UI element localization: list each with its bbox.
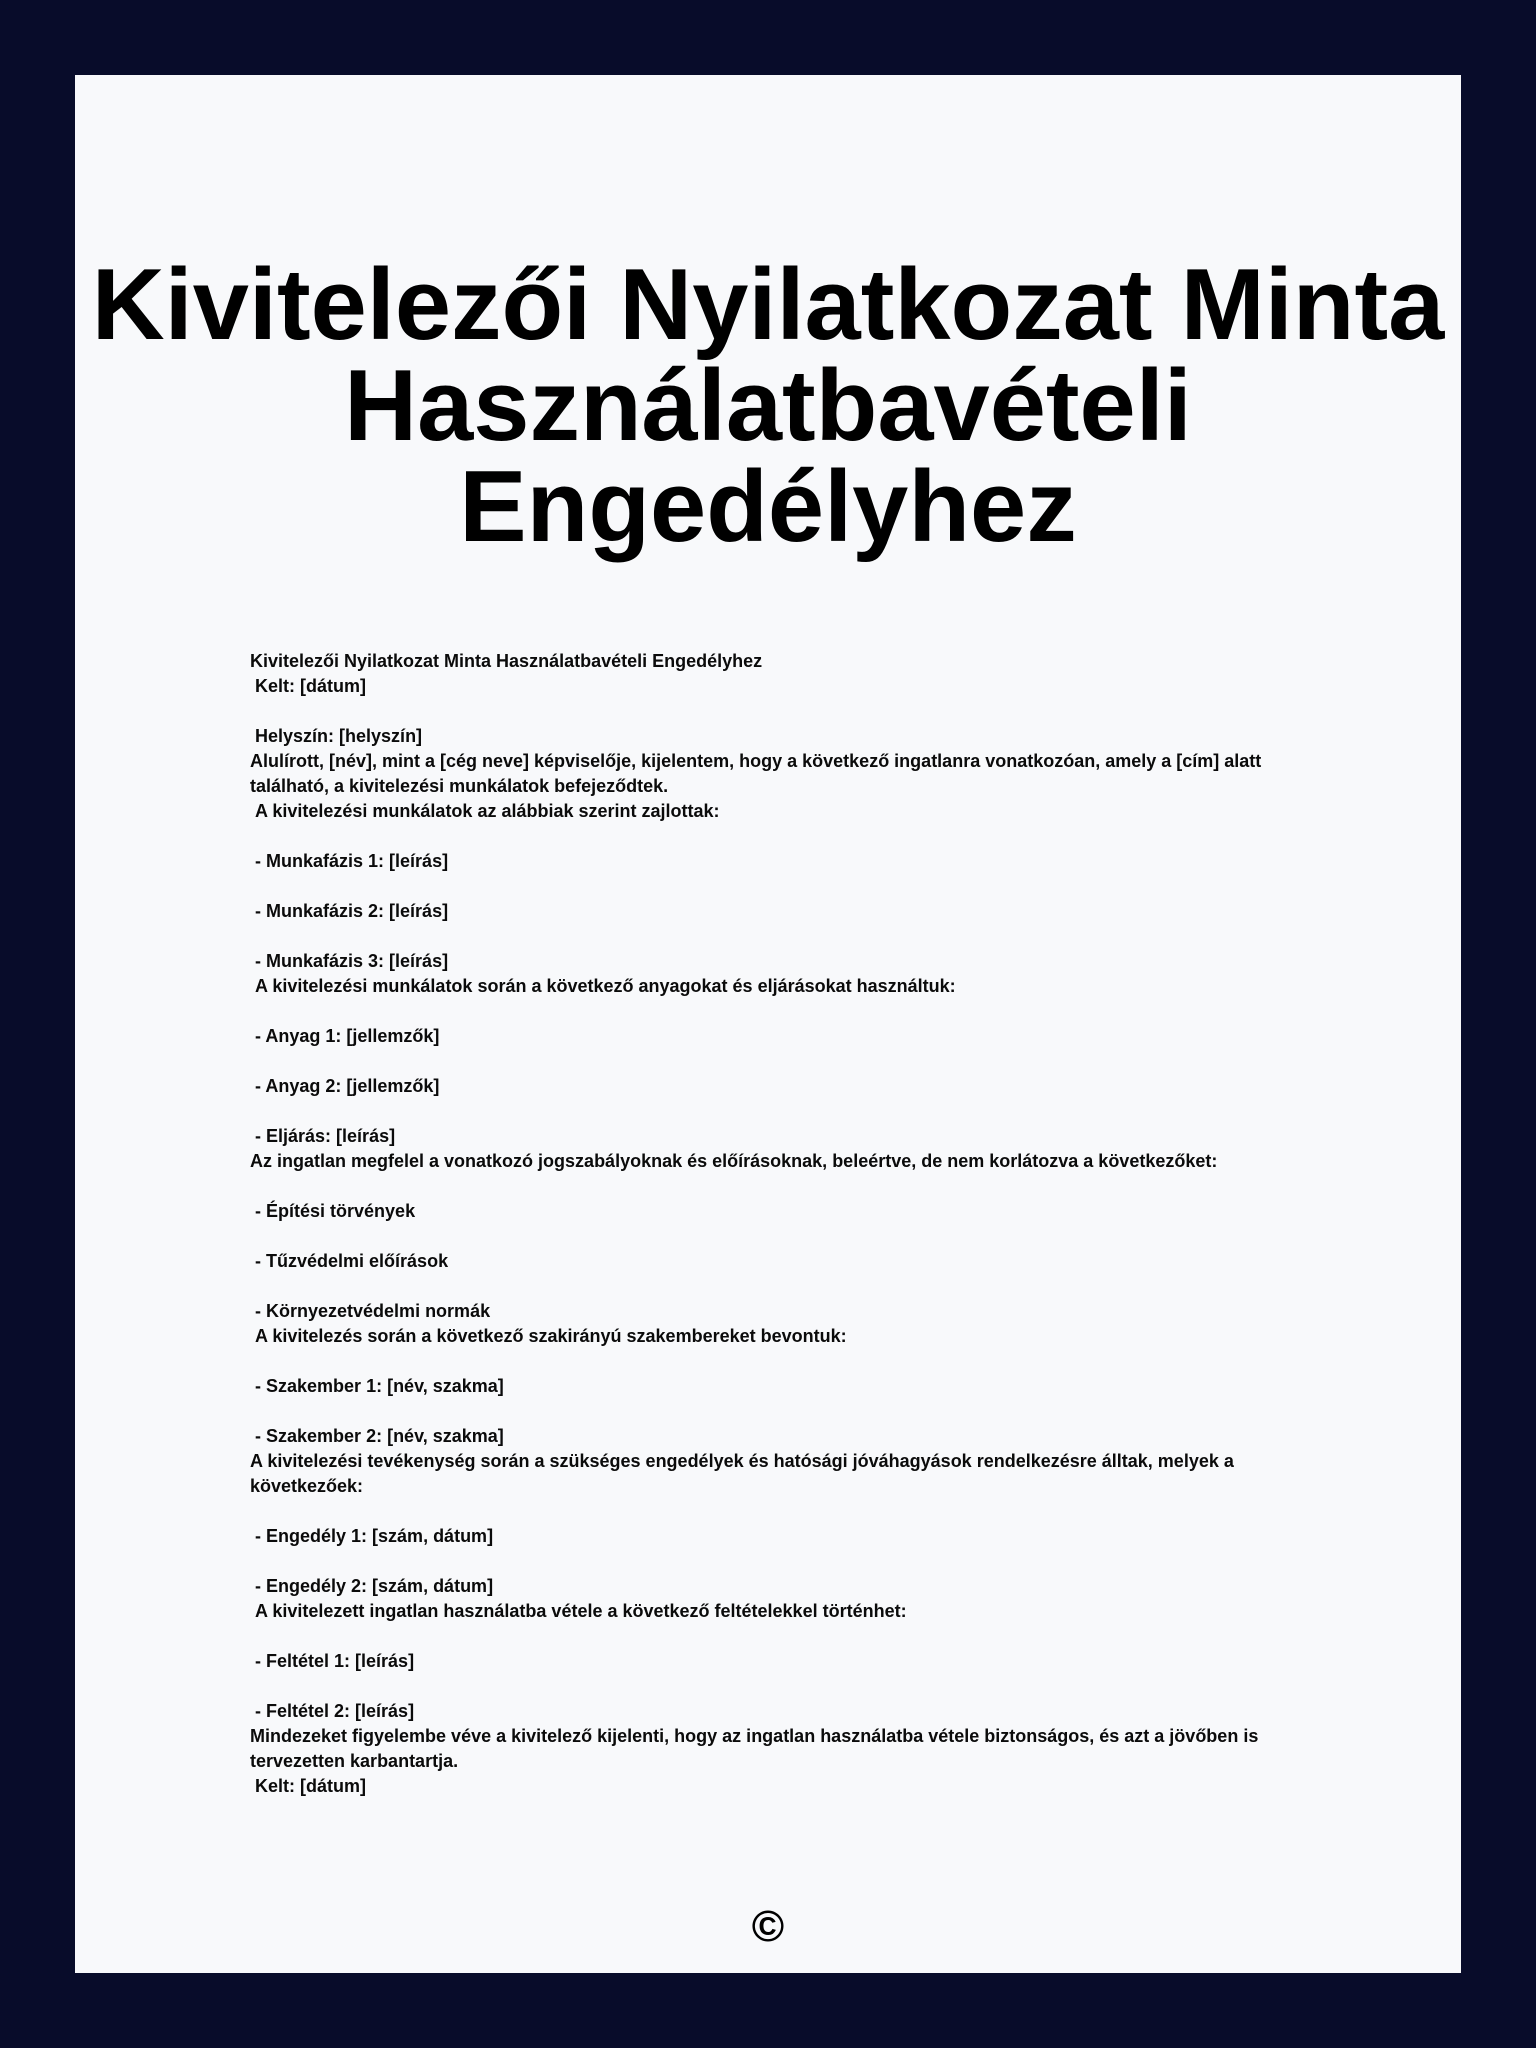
blank-line [250, 1499, 1290, 1524]
document-body [250, 649, 1290, 1799]
list-item-work-phase-2: - Munkafázis 2: [leírás] [250, 901, 449, 921]
blank-line [250, 699, 1290, 724]
list-item-environmental-norms: - Környezetvédelmi normák [250, 1301, 491, 1321]
closing-date-line: Kelt: [dátum] [250, 1776, 367, 1796]
materials-intro: A kivitelezési munkálatok során a következő anyagokat és eljárásokat használtuk: [250, 976, 956, 996]
list-item-permit-1: - Engedély 1: [szám, dátum] [250, 1526, 494, 1546]
blank-line [250, 1674, 1290, 1699]
blank-line [250, 1624, 1290, 1649]
blank-line [250, 999, 1290, 1024]
blank-line [250, 874, 1290, 899]
blank-line [250, 1274, 1290, 1299]
title-line-2: Használatbavételi [344, 350, 1192, 462]
blank-line [250, 1349, 1290, 1374]
closing-paragraph: Mindezeket figyelembe véve a kivitelező kijelenti, hogy az ingatlan használatba vétele biztonságos, és azt a jövőben is tervezetten karbantartja. [250, 1726, 1264, 1771]
copyright-icon: © [751, 1902, 785, 1951]
list-item-work-phase-1: - Munkafázis 1: [leírás] [250, 851, 449, 871]
compliance-paragraph: Az ingatlan megfelel a vonatkozó jogszabályoknak és előírásoknak, beleértve, de nem korlátozva a következőket: [250, 1151, 1218, 1171]
title-line-3: Engedélyhez [459, 451, 1077, 563]
blank-line [250, 824, 1290, 849]
location-line: Helyszín: [helyszín] [250, 726, 423, 746]
list-item-condition-2: - Feltétel 2: [leírás] [250, 1701, 415, 1721]
conditions-intro: A kivitelezett ingatlan használatba vétele a következő feltételekkel történhet: [250, 1601, 907, 1621]
document-page [75, 75, 1461, 1973]
list-item-work-phase-3: - Munkafázis 3: [leírás] [250, 951, 449, 971]
list-item-fire-regulations: - Tűzvédelmi előírások [250, 1251, 449, 1271]
list-item-material-2: - Anyag 2: [jellemzők] [250, 1076, 440, 1096]
title-line-1: Kivitelezői Nyilatkozat Minta [91, 249, 1445, 361]
specialists-intro: A kivitelezés során a következő szakirányú szakembereket bevontuk: [250, 1326, 847, 1346]
date-line: Kelt: [dátum] [250, 676, 367, 696]
document-title [75, 249, 1461, 563]
work-phases-intro: A kivitelezési munkálatok az alábbiak szerint zajlottak: [250, 801, 720, 821]
permits-paragraph: A kivitelezési tevékenység során a szükséges engedélyek és hatósági jóváhagyások rendelkezésre álltak, melyek a következőek: [250, 1451, 1239, 1496]
list-item-specialist-2: - Szakember 2: [név, szakma] [250, 1426, 504, 1446]
body-heading: Kivitelezői Nyilatkozat Minta Használatbavételi Engedélyhez [250, 651, 763, 671]
blank-line [250, 1049, 1290, 1074]
list-item-condition-1: - Feltétel 1: [leírás] [250, 1651, 415, 1671]
declaration-paragraph: Alulírott, [név], mint a [cég neve] képviselője, kijelentem, hogy a következő ingatlanra vonatkozóan, amely a [cím] alatt található, a kivitelezési munkálatok befejeződtek. [250, 751, 1267, 796]
blank-line [250, 1224, 1290, 1249]
list-item-material-1: - Anyag 1: [jellemzők] [250, 1026, 440, 1046]
blank-line [250, 1174, 1290, 1199]
blank-line [250, 1549, 1290, 1574]
list-item-specialist-1: - Szakember 1: [név, szakma] [250, 1376, 504, 1396]
list-item-building-laws: - Építési törvények [250, 1201, 416, 1221]
list-item-procedure: - Eljárás: [leírás] [250, 1126, 396, 1146]
list-item-permit-2: - Engedély 2: [szám, dátum] [250, 1576, 494, 1596]
blank-line [250, 924, 1290, 949]
blank-line [250, 1399, 1290, 1424]
blank-line [250, 1099, 1290, 1124]
